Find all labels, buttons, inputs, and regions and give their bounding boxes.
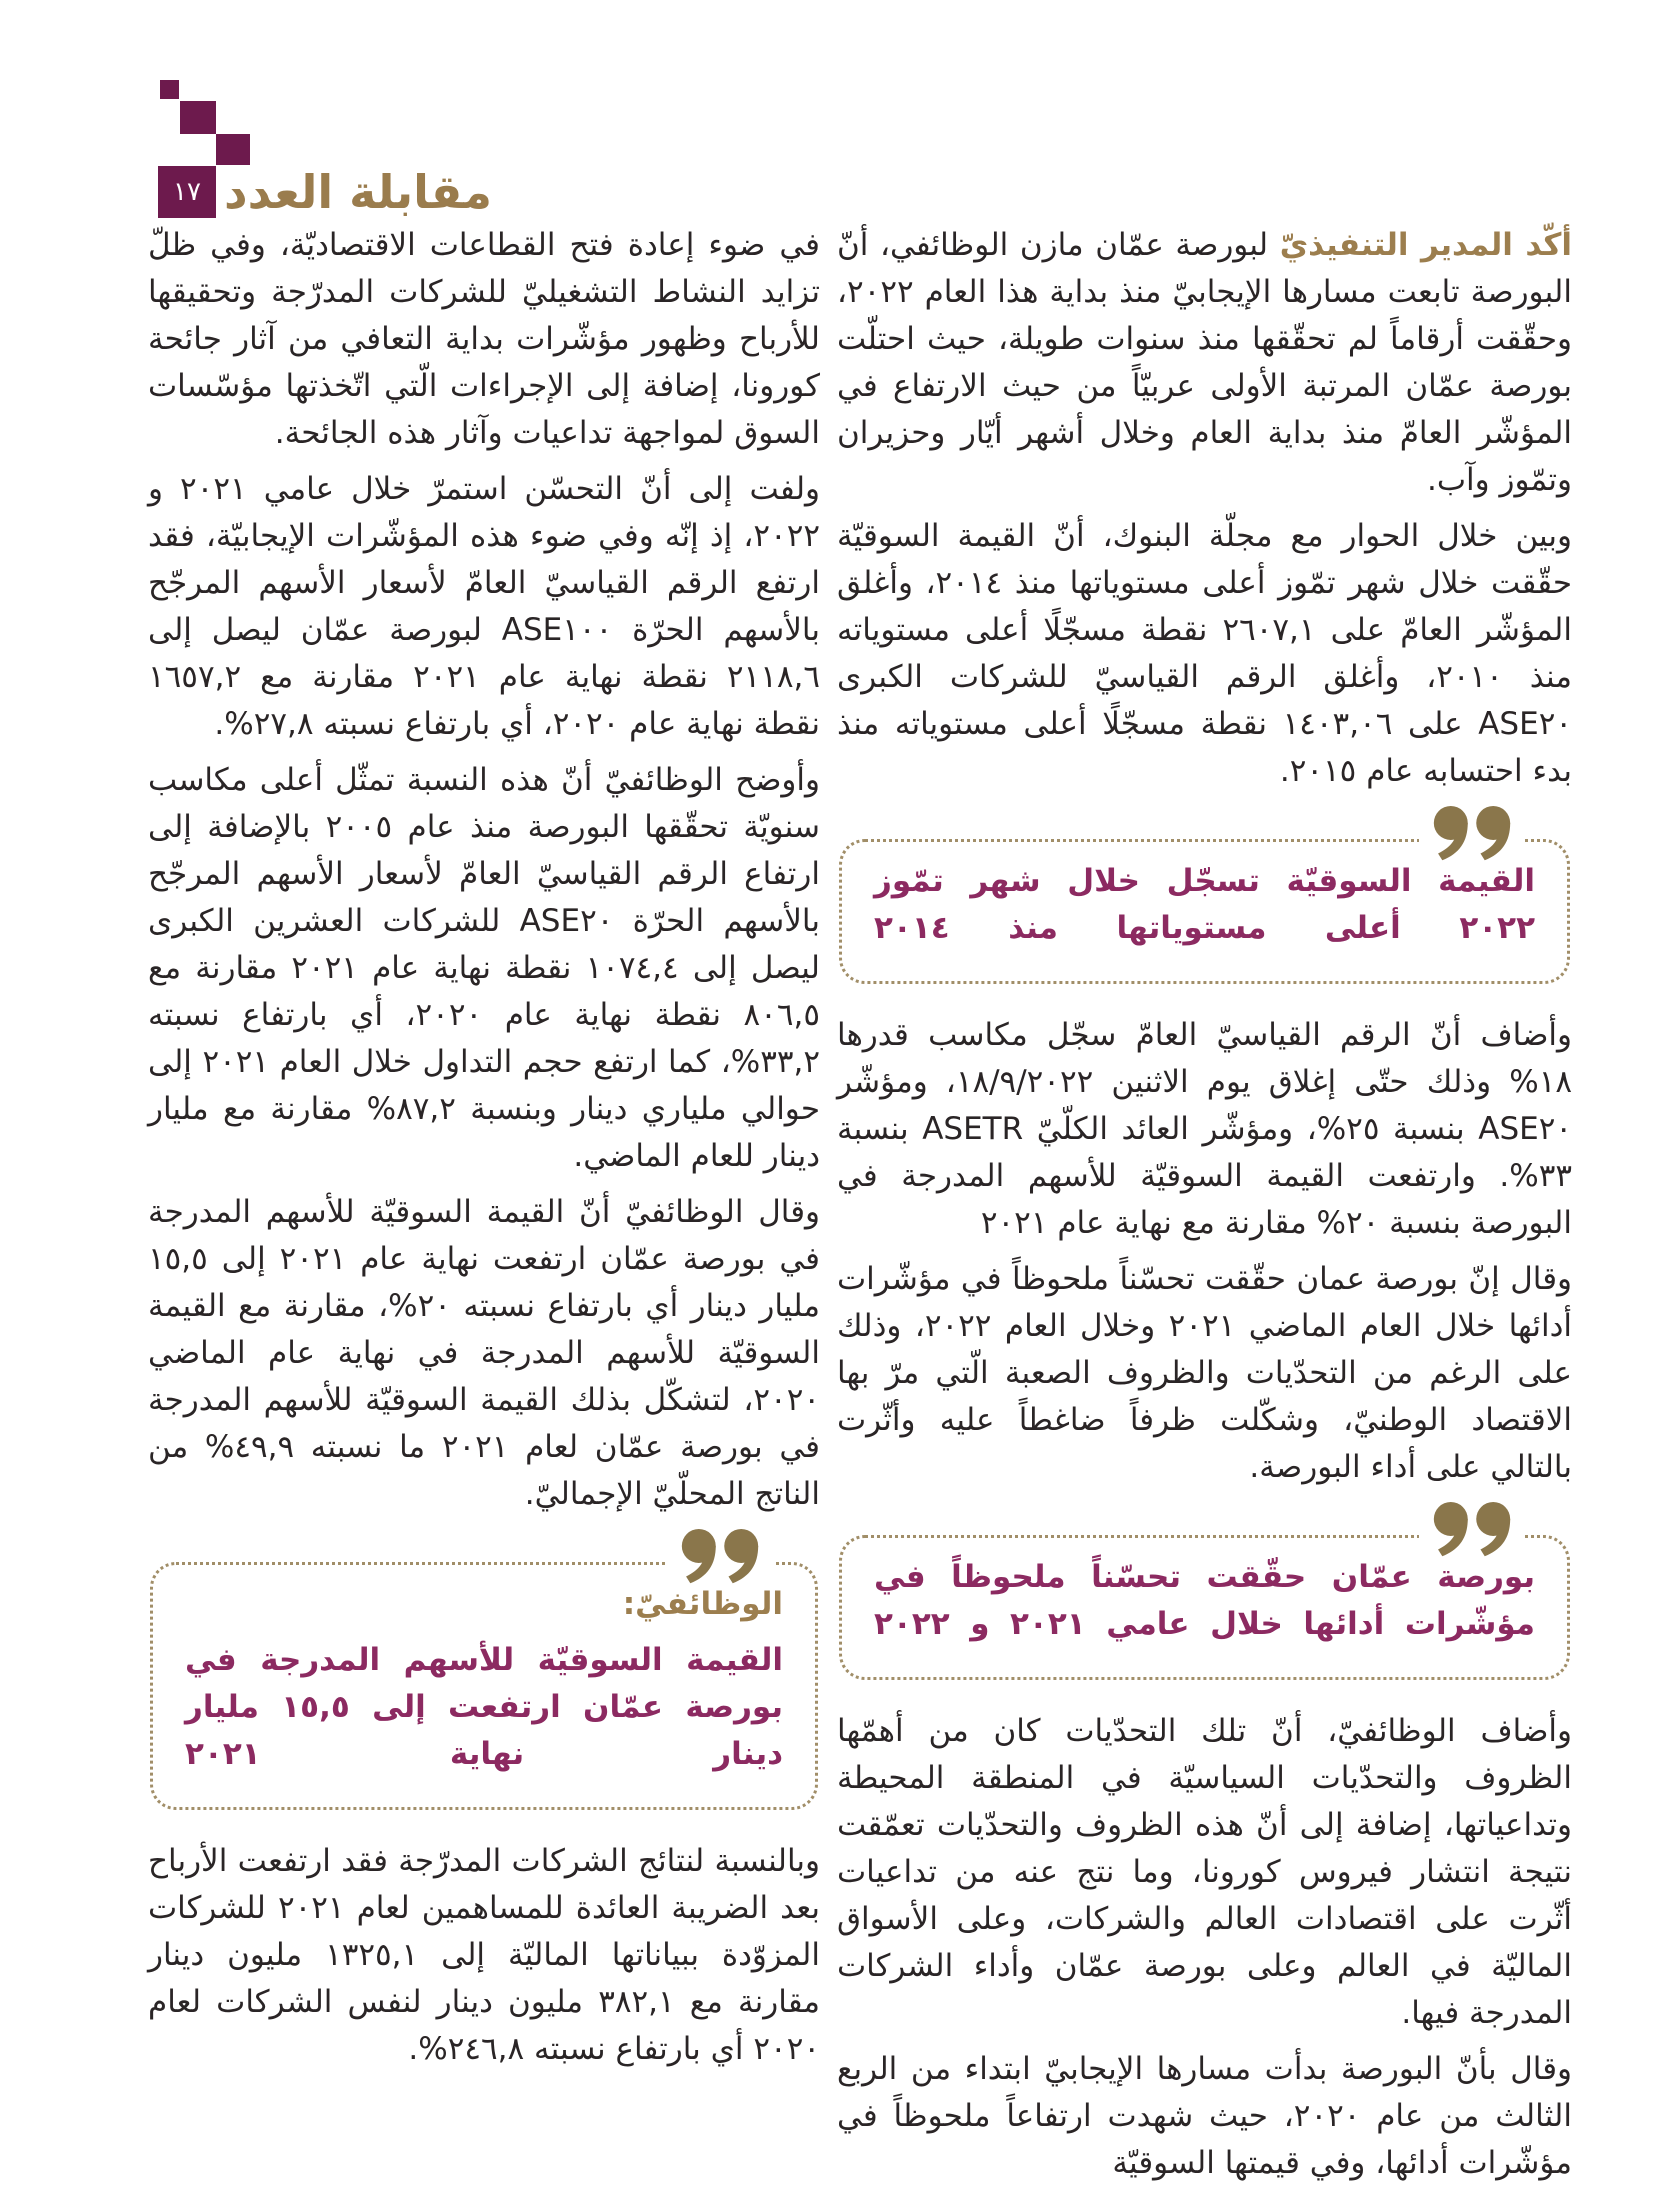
logo-square-medium-2	[216, 134, 250, 165]
rc-paragraph-3: وأضاف أنّ الرقم القياسيّ العامّ سجّل مكاسب قدرها ١٨% وذلك حتّى إغلاق يوم الاثنين ١٨/٩/٢٠٢٢، ومؤشّر ASE٢٠ بنسبة ٢٥%، ومؤشّر العائد الكلّيّ ASETR بنسبة ٣٣%. وارتفعت القيمة السوقيّة للأسهم المدرجة في البورصة بنسبة ٢٠% مقارنة مع نهاية عام ٢٠٢١	[837, 1017, 1573, 1241]
rc-paragraph-2: وبين خلال الحوار مع مجلّة البنوك، أنّ القيمة السوقيّة حقّقت خلال شهر تمّوز أعلى مستوياتها منذ ٢٠١٤، وأغلق المؤشّر العامّ على ٢٦٠٧,١ نقطة مسجّلًا أعلى مستوياته منذ ٢٠١٠، وأغلق الرقم القياسيّ للشركات الكبرى ASE٢٠ على ١٤٠٣,٠٦ نقطة مسجّلًا أعلى مستوياته منذ بدء احتسابه عام ٢٠١٥.	[837, 518, 1572, 789]
quote-mark-icon	[1419, 806, 1525, 862]
section-title: مقابلة العدد	[223, 165, 492, 219]
lc-paragraph-3: وأوضح الوظائفيّ أنّ هذه النسبة تمثّل أعلى مكاسب سنويّة تحقّقها البورصة منذ عام ٢٠٠٥ بالإضافة إلى ارتفاع الرقم القياسيّ العامّ لأسعار الأسهم المرجّح بالأسهم الحرّة ASE٢٠ للشركات العشرين الكبرى ليصل إلى ١٠٧٤,٤ نقطة نهاية عام ٢٠٢١ مقارنة مع ٨٠٦,٥ نقطة نهاية عام ٢٠٢٠، أي بارتفاع نسبته ٣٣,٢%، كما ارتفع حجم التداول خلال العام ٢٠٢١ إلى حوالي ملياري دينار وبنسبة ٨٧,٢% مقارنة مع مليار دينار للعام الماضي.	[148, 762, 821, 1174]
pull-quote-3-attribution: الوظائفيّ:	[622, 1586, 783, 1622]
pull-quote-2	[839, 1535, 1570, 1680]
rc-paragraph-1-text: لبورصة عمّان مازن الوظائفي، أنّ البورصة تابعت مسارها الإيجابيّ منذ بداية هذا العام ٢٠٢٢، وحقّقت أرقاماً لم تحقّقها منذ سنوات طويلة، حيث احتلّت بورصة عمّان المرتبة الأولى عربيّاً من حيث الارتفاع في المؤشّر العامّ منذ بداية العام وخلال أشهر أيّار وحزيران وتمّوز وآب.	[837, 227, 1572, 498]
pull-quote-2-text: بورصة عمّان حقّقت تحسّناً ملحوظاً في مؤشّرات أدائها خلال عامي ٢٠٢١ و ٢٠٢٢	[874, 1559, 1535, 1642]
logo-square-small	[160, 80, 179, 99]
pull-quote-3	[150, 1562, 818, 1810]
column-left	[148, 222, 820, 2082]
lc-paragraph-5: وبالنسبة لنتائج الشركات المدرّجة فقد ارتفعت الأرباح بعد الضريبة العائدة للمساهمين لعام ٢٠٢١ للشركات المزوّدة ببياناتها الماليّة إلى ١٣٢٥,١ مليون دينار مقارنة مع ٣٨٢,١ مليون دينار لنفس الشركات لعام ٢٠٢٠ أي بارتفاع نسبته ٢٤٦,٨%.	[148, 1843, 820, 2067]
column-right	[837, 222, 1572, 2196]
page-number-badge	[158, 166, 216, 218]
pull-quote-1	[839, 839, 1570, 984]
lc-paragraph-1: في ضوء إعادة فتح القطاعات الاقتصاديّة، وفي ظلّ تزايد النشاط التشغيليّ للشركات المدرّجة وتحقيقها للأرباح وظهور مؤشّرات بداية التعافي من آثار جائحة كورونا، إضافة إلى الإجراءات الّتي اتّخذتها مؤسّسات السوق لمواجهة تداعيات وآثار هذه الجائحة.	[148, 227, 820, 451]
page-number: ١٧	[173, 177, 201, 207]
quote-mark-icon	[667, 1529, 773, 1585]
rc-paragraph-1	[837, 222, 1572, 504]
pull-quote-1-text: القيمة السوقيّة تسجّل خلال شهر تمّوز ٢٠٢٢ أعلى مستوياتها منذ ٢٠١٤	[874, 863, 1535, 946]
article-columns	[148, 222, 1572, 2196]
rc-paragraph-6: وقال بأنّ البورصة بدأت مسارها الإيجابيّ ابتداء من الربع الثالث من عام ٢٠٢٠، حيث شهدت ارتفاعاً ملحوظاً في مؤشّرات أدائها، وفي قيمتها السوقيّة	[837, 2051, 1572, 2181]
logo-square-medium-1	[180, 101, 216, 134]
rc-paragraph-4: وقال إنّ بورصة عمان حقّقت تحسّناً ملحوظاً في مؤشّرات أدائها خلال العام الماضي ٢٠٢١ وخلال العام ٢٠٢٢، وذلك على الرغم من التحدّيات والظروف الصعبة الّتي مرّ بها الاقتصاد الوطنيّ، وشكّلت ظرفاً ضاغطاً عليه وأثّرت بالتالي على أداء البورصة.	[837, 1261, 1572, 1485]
lc-paragraph-4: وقال الوظائفيّ أنّ القيمة السوقيّة للأسهم المدرجة في بورصة عمّان ارتفعت نهاية عام ٢٠٢١ إلى ١٥,٥ مليار دينار أي بارتفاع نسبته ٢٠%، مقارنة مع القيمة السوقيّة للأسهم المدرجة في نهاية عام الماضي ٢٠٢٠، لتشكّل بذلك القيمة السوقيّة للأسهم المدرجة في بورصة عمّان لعام ٢٠٢١ ما نسبته ٤٩,٩% من الناتج المحلّيّ الإجماليّ.	[148, 1194, 820, 1512]
lc-paragraph-2: ولفت إلى أنّ التحسّن استمرّ خلال عامي ٢٠٢١ و ٢٠٢٢، إذ إنّه وفي ضوء هذه المؤشّرات الإيجابيّة، فقد ارتفع الرقم القياسيّ العامّ لأسعار الأسهم المرجّح بالأسهم الحرّة ASE١٠٠ لبورصة عمّان ليصل إلى ٢١١٨,٦ نقطة نهاية عام ٢٠٢١ مقارنة مع ١٦٥٧,٢ نقطة نهاية عام ٢٠٢٠، أي بارتفاع نسبته ٢٧,٨%.	[148, 471, 820, 742]
masthead	[156, 78, 496, 228]
quote-mark-icon	[1419, 1502, 1525, 1558]
rc-paragraph-5: وأضاف الوظائفيّ، أنّ تلك التحدّيات كان من أهمّها الظروف والتحدّيات السياسيّة في المنطقة المحيطة وتداعياتها، إضافة إلى أنّ هذه الظروف والتحدّيات تعمّقت نتيجة انتشار فيروس كورونا، وما نتج عنه من تداعيات أثّرت على اقتصادات العالم والشركات، وعلى الأسواق الماليّة في العالم وعلى بورصة عمّان وأداء الشركات المدرجة فيها.	[837, 1713, 1572, 2031]
pull-quote-3-text: القيمة السوقيّة للأسهم المدرجة في بورصة عمّان ارتفعت إلى ١٥,٥ مليار دينار نهاية ٢٠٢١	[185, 1642, 783, 1772]
rc-lead-in: أكّد المدير التنفيذيّ	[1279, 227, 1572, 263]
